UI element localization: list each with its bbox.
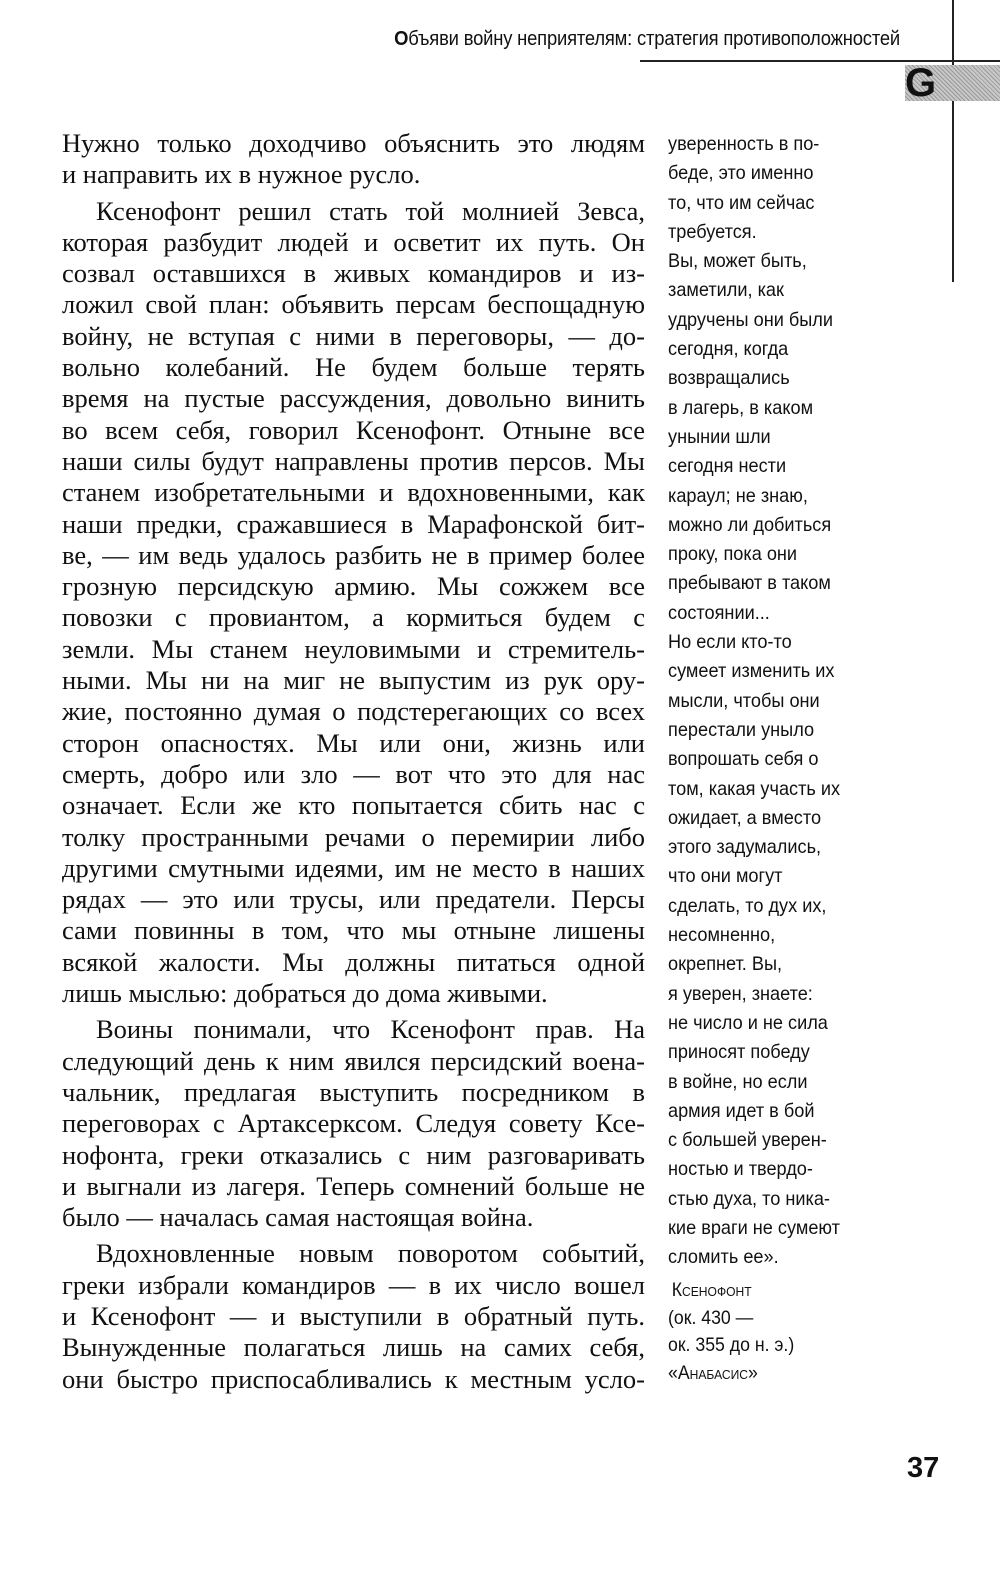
text-line: и выгнали из лагеря. Теперь сомнений больше не xyxy=(62,1170,645,1201)
paragraph xyxy=(62,1014,645,1233)
quote-line: сегодня, когда xyxy=(668,338,789,361)
running-header xyxy=(256,28,900,51)
text-line: было — началась самая настоящая война. xyxy=(62,1202,534,1233)
quote-line: сумеет изменить их xyxy=(668,660,835,683)
text-line: жие, постоянно думая о подстерегающих со всех xyxy=(62,696,645,727)
text-line: рядах — это или трусы, или предатели. Персы xyxy=(62,884,645,915)
quote-line: в лагерь, в каком xyxy=(668,396,814,419)
quote-attribution xyxy=(668,1277,804,1387)
header-initial: О xyxy=(394,28,409,50)
quote-line: сломить ее». xyxy=(668,1246,779,1269)
text-line: они быстро приспосабливались к местным усло- xyxy=(62,1363,645,1394)
text-line: греки избрали командиров — в их число вошел xyxy=(62,1269,645,1300)
quote-line: можно ли добиться xyxy=(668,513,832,536)
quote-line: удручены они были xyxy=(668,308,834,331)
text-line: сами повинны в том, что мы отныне лишены xyxy=(62,915,645,946)
text-line: созвал оставшихся в живых командиров и из- xyxy=(62,258,645,289)
header-title: бъяви войну неприятелям: стратегия противоположностей xyxy=(408,28,900,50)
quote-line: мысли, чтобы они xyxy=(668,689,820,712)
quote-line: приносят победу xyxy=(668,1041,810,1064)
text-line: означает. Если же кто попытается сбить нас с xyxy=(62,790,645,821)
attribution-dates-2: ок. 355 до н. э.) xyxy=(668,1335,795,1356)
quote-line: том, какая участь их xyxy=(668,777,841,800)
sidebar-quote xyxy=(668,130,928,1273)
text-line: войну, не вступая с ними в переговоры, — до- xyxy=(62,320,645,351)
text-line: и Ксенофонт — и выступили в обратный путь. xyxy=(62,1300,645,1331)
quote-line: заметили, как xyxy=(668,279,784,302)
quote-line: вопрошать себя о xyxy=(668,748,819,771)
text-line: вольно колебаний. Не будем больше терять xyxy=(62,352,645,383)
quote-line: с большей уверен- xyxy=(668,1129,827,1152)
text-line: Вынужденные полагаться лишь на самих себя, xyxy=(62,1332,645,1363)
attribution-dates-1: (ок. 430 — xyxy=(668,1307,754,1329)
text-line: чальник, предлагая выступить посредником в xyxy=(62,1076,645,1107)
text-line: Воины понимали, что Ксенофонт прав. На xyxy=(96,1014,645,1045)
quote-line: проку, пока они xyxy=(668,543,798,566)
text-line: Вдохновленные новым поворотом событий, xyxy=(96,1238,645,1269)
quote-line: не число и не сила xyxy=(668,1011,828,1034)
text-line: Ксенофонт решил стать той молнией Зевса, xyxy=(96,195,645,226)
header-rule xyxy=(640,60,1000,62)
text-line: грозную персидскую армию. Мы сожжем все xyxy=(62,571,645,602)
quote-line: уверенность в по- xyxy=(668,133,820,155)
text-line: всякой жалости. Мы должны питаться одной xyxy=(62,946,645,977)
text-line: и направить их в нужное русло. xyxy=(62,159,421,190)
text-line: время на пустые рассуждения, довольно винить xyxy=(62,383,645,414)
paragraph xyxy=(62,1238,645,1394)
quote-line: ностью и твердо- xyxy=(668,1158,813,1181)
quote-line: состоянии... xyxy=(668,601,770,624)
paragraph xyxy=(62,196,645,1010)
text-line: наши предки, сражавшиеся в Марафонской бит- xyxy=(62,508,645,539)
quote-line: несомненно, xyxy=(668,924,776,947)
quote-line: то, что им сейчас xyxy=(668,191,815,214)
quote-line: я уверен, знаете: xyxy=(668,982,813,1005)
margin-rule xyxy=(952,0,954,282)
quote-line: что они могут xyxy=(668,865,783,888)
text-line: наши силы будут направлены против персов. Мы xyxy=(62,445,645,476)
quote-line: окрепнет. Вы, xyxy=(668,953,783,976)
text-line: которая разбудит людей и осветит их путь. Он xyxy=(62,226,645,257)
text-line: толку пространными речами о перемирии либо xyxy=(62,821,645,852)
quote-line: сегодня нести xyxy=(668,455,787,478)
text-line: станем изобретательными и вдохновенными, как xyxy=(62,477,645,508)
quote-line: возвращались xyxy=(668,367,790,390)
quote-line: ожидает, а вместо xyxy=(668,806,822,829)
text-line: повозки с провиантом, а кормиться будем с xyxy=(62,602,645,633)
quote-line: караул; не знаю, xyxy=(668,484,808,507)
text-line: земли. Мы станем неуловимыми и стремитель- xyxy=(62,633,645,664)
quote-line: пребывают в таком xyxy=(668,572,831,595)
quote-line: требуется. xyxy=(668,220,757,243)
text-line: нофонта, греки отказались с ним разговаривать xyxy=(62,1139,645,1170)
text-line: ве, — им ведь удалось разбить не в пример более xyxy=(62,539,645,570)
page-number: 37 xyxy=(907,1452,940,1484)
quote-line: армия идет в бой xyxy=(668,1099,815,1122)
quote-line: в войне, но если xyxy=(668,1070,808,1093)
chapter-tab xyxy=(905,61,1000,105)
quote-line: этого задумались, xyxy=(668,836,822,859)
text-line: во всем себя, говорил Ксенофонт. Отныне все xyxy=(62,414,645,445)
attribution-source: «Анабасис» xyxy=(668,1362,758,1384)
quote-line: беде, это именно xyxy=(668,162,814,185)
quote-line: кие враги не сумеют xyxy=(668,1216,840,1239)
text-line: сторон опасностях. Мы или они, жизнь или xyxy=(62,727,645,758)
text-line: Нужно только доходчиво объяснить это людям xyxy=(62,128,645,158)
text-line: ными. Мы ни на миг не выпустим из рук ору- xyxy=(62,665,645,696)
quote-line: сделать, то дух их, xyxy=(668,894,827,917)
quote-line: Но если кто-то xyxy=(668,631,792,654)
quote-line: Вы, может быть, xyxy=(668,250,807,273)
text-line: ложил свой план: объявить персам беспощадную xyxy=(62,289,645,320)
text-line: лишь мыслью: добраться до дома живыми. xyxy=(62,978,548,1009)
text-line: другими смутными идеями, им не место в наших xyxy=(62,852,645,883)
attribution-author: Ксенофонт xyxy=(671,1280,752,1301)
quote-line: унынии шли xyxy=(668,425,771,448)
text-line: смерть, добро или зло — вот что это для нас xyxy=(62,758,645,789)
paragraph xyxy=(62,128,645,191)
text-line: следующий день к ним явился персидский воена- xyxy=(62,1045,645,1076)
text-line: переговорах с Артаксерксом. Следуя совету Ксе- xyxy=(62,1108,645,1139)
chapter-mark: G xyxy=(905,61,935,105)
main-text-column xyxy=(62,128,645,1400)
quote-line: перестали уныло xyxy=(668,718,815,741)
quote-line: стью духа, то ника- xyxy=(668,1187,830,1210)
